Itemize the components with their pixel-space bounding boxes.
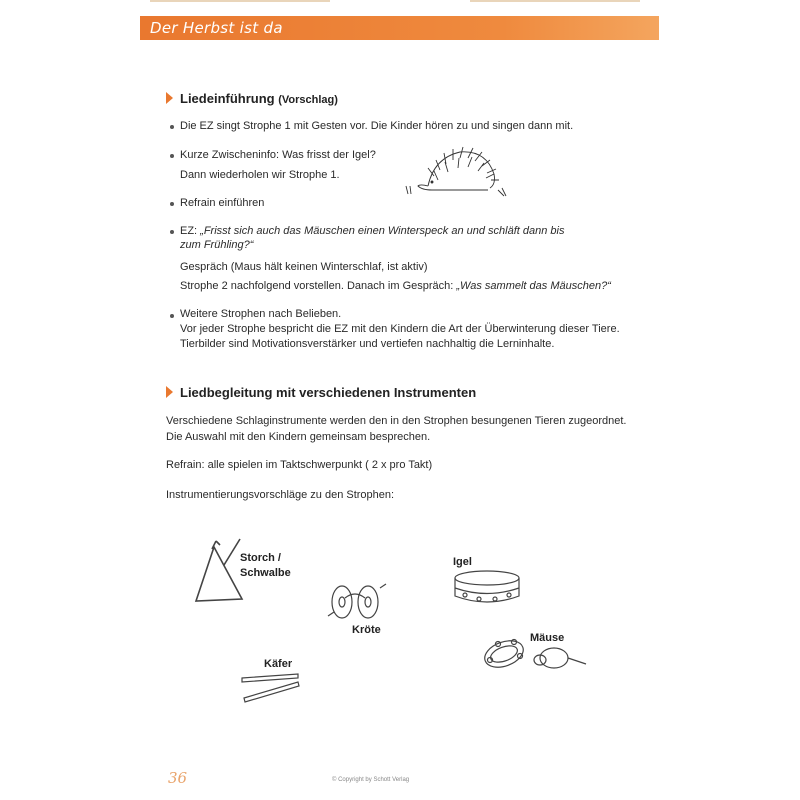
bullet-text-4b: zum Frühling?“ [180, 239, 254, 251]
bullet-dot [170, 154, 174, 158]
bullet-dot [170, 125, 174, 129]
paragraph-1b: Die Auswahl mit den Kindern gemeinsam besprechen. [166, 431, 431, 443]
claves-icon [238, 672, 308, 712]
bullet-text-5a: Weitere Strophen nach Belieben. [180, 308, 342, 320]
label-kroete: Kröte [352, 624, 381, 636]
bullet-dot [170, 202, 174, 206]
hedgehog-icon [398, 140, 508, 200]
label-storch: Storch / [240, 552, 281, 564]
paragraph-2: Refrain: alle spielen im Taktschwerpunkt ( 2 x pro Takt) [166, 459, 433, 471]
label-igel: Igel [453, 556, 472, 568]
section-arrow-icon [166, 386, 173, 398]
tambourine-maracas-icon [482, 630, 592, 680]
bullet-text-2a: Kurze Zwischeninfo: Was frisst der Igel? [180, 149, 376, 161]
paragraph-3: Instrumentierungsvorschläge zu den Strophen: [166, 489, 395, 501]
label-maeuse: Mäuse [530, 632, 565, 644]
paragraph-1a: Verschiedene Schlaginstrumente werden den in den Strophen besungenen Tieren zugeordnet. [166, 415, 627, 427]
bullet-text-4d [180, 278, 611, 294]
copyright-notice: © Copyright by Schott Verlag [332, 777, 410, 783]
section-heading-liedeinfuehrung [180, 91, 338, 106]
quote-line1: „Frisst sich auch das Mäuschen einen Winterspeck an und schläft dann bis [200, 225, 565, 237]
label-schwalbe: Schwalbe [240, 567, 291, 579]
bullet-text-3: Refrain einführen [180, 197, 265, 209]
section-heading-liedbegleitung: Liedbegleitung mit verschiedenen Instrumenten [180, 385, 477, 400]
frame-drum-icon [453, 568, 523, 608]
bullet-dot [170, 230, 174, 234]
header-bar [140, 16, 659, 40]
bullet-text-5b: Vor jeder Strophe bespricht die EZ mit den Kindern die Art der Überwinterung dieser Tiere. [180, 323, 620, 335]
finger-cymbals-icon [322, 576, 392, 626]
page-number: 36 [168, 769, 188, 787]
bullet-text-4c: Gespräch (Maus hält keinen Winterschlaf, ist aktiv) [180, 261, 428, 273]
section-arrow-icon [166, 92, 173, 104]
heading-text: Liedeinführung [180, 91, 275, 106]
header-title: Der Herbst ist da [150, 19, 283, 37]
label-kaefer: Käfer [264, 658, 293, 670]
line4-quote: „Was sammelt das Mäuschen?“ [456, 280, 611, 292]
bullet-dot [170, 314, 174, 318]
bullet-text-1: Die EZ singt Strophe 1 mit Gesten vor. Die Kinder hören zu und singen dann mit. [180, 120, 574, 132]
bullet-text-5c: Tierbilder sind Motivationsverstärker und vertiefen nachhaltig die Lerninhalte. [180, 338, 555, 350]
line4-prefix: Strophe 2 nachfolgend vorstellen. Danach im Gespräch: [180, 280, 457, 292]
ez-prefix: EZ: [180, 225, 201, 237]
bullet-text-2b: Dann wiederholen wir Strophe 1. [180, 169, 340, 181]
heading-note: (Vorschlag) [278, 94, 338, 106]
top-decoration [0, 0, 800, 6]
